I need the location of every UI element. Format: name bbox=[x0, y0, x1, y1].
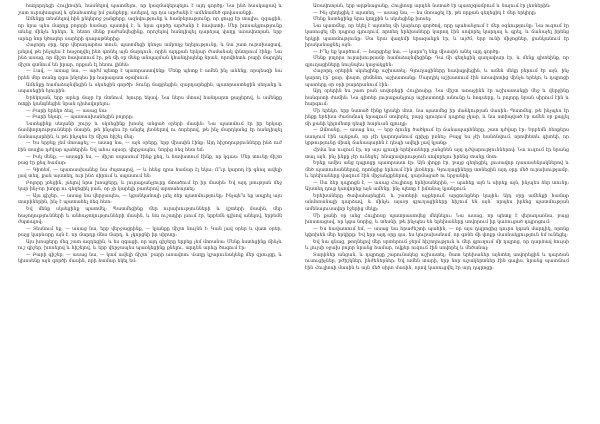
paragraph: Մի երեկո, երբ նստած էինք կրակի մոտ, նա պատմեց իր մանկության մասին: Պատմեց, թե ինչպես էր ինքը երեխա ժամանակ երազում սովորել, բայց գյուղում դպրոց չկար, և նա ստիպված էր ամեն օր քայլել մի քանի կիլոմետր դեպի հարևան գյուղը: bbox=[305, 108, 569, 127]
paragraph: — Տեսնում եք, — ասաց նա, երբ վերջացրինք, — կյանքը միշտ նույնն է: Կան լավ օրեր և վատ օրեր, բայց կարևորը այն է, որ մարդը մնա մարդ, և չկորցնի իր սիրտը: bbox=[18, 226, 282, 239]
paragraph: Նա պատմեց, որ եկել է այստեղ մի կարևոր գործով, որը պահանջում է մեր օգնությունը: Նա ուզում էր կառուցել մի դպրոց գյուղում, որտեղ երեխաները կարող էին սովորել կարդալ և գրել, և ճանաչել իրենց երկրի պատմությունը: Սա նրա վաղեմի երազանքն էր, և այժմ, երբ ունի միջոցներ, ցանկանում էր իրականացնել այն: bbox=[305, 23, 569, 49]
paragraph: Մի քանի օր անց Հուլիոսը պատրաստվեց մեկնելու: Նա ասաց, որ պետք է վերադառնա, բայց խոստացավ, որ կգա նորից, և տեսնի, թե ինչպես են երեխաները սովորում իր կառուցած դպրոցում: bbox=[305, 213, 569, 226]
paragraph: — Բարի գիշեր, — ասաց նա, — կամ ավելի ճիշտ՝ բարի առավոտ: Վաղը կշարունակենք մեր զրույցը, և կխոսենք այն գործի մասին, որի համար եկել եմ: bbox=[18, 252, 282, 265]
paragraph: Այս խոսքերը մեզ շատ ազդեցին, և ես զգացի, որ այդ գիշերը երբեք չեմ մոռանա: Մենք նստեցինք մինչև ուշ գիշեր, խոսելով և հիշելով, և երբ վերջապես պառկեցինք քնելու, արդեն արևը ծագում էր: bbox=[18, 239, 282, 252]
paragraph: Հաջորդ օրը, երբ վերադարձա տուն, պատմեցի կնոջս ամբողջ եղելությունը, և նա շատ ուրախացավ, լսելով թե ինչպես է հաջողվել ինձ գտնել այն մարդուն, որին այդքան երկար ժամանակ փնտրում էինք: Նա ինձ ասաց, որ միշտ հավատում էր, թե մի օր մենք անպայման կհանդիպենք նրան, որովհետև բարի մարդիկ միշտ գտնում են իրար, որքան էլ հեռու լինեն: bbox=[18, 43, 282, 68]
paragraph: — Ի՞նչ եք կարծում, — հարցրեց նա, — կարո՞ղ ենք միասին անել այդ գործը: bbox=[313, 49, 501, 55]
paragraph: Բոլորը լռեցին, լսելով նրա խոսքերը, և յուրաքանչյուրը մտածում էր իր մասին: Եվ այդ լռության մեջ կար ինչ-որ խորը ու գեղեցիկ բան, որ չի կարելի բառերով արտահայտել: bbox=[18, 180, 282, 193]
paragraph: Երեք ամիս անց դպրոցը պատրաստ էր: Այն փոքր էր, բայց գեղեցիկ, լուսավոր դասասենյակներով և մեծ պատուհաններով, որոնցից երևում էին լեռները: Գյուղացիները տոնեցին այդ օրը մեծ ուրախությամբ, և երեխաները վազում էին միջանցքներով, զարմացած ու երջանիկ: bbox=[305, 161, 569, 180]
text-column-left bbox=[18, 4, 282, 424]
paragraph: Մենք նստեցինք նրա կողքին և սկսեցինք խոսել: bbox=[313, 17, 432, 23]
paragraph: Տարիներ անցան, և դպրոցը շարունակեց աշխատել: Շատ երեխաներ այնտեղ սովորեցին և դարձան ուսուցիչներ, բժիշկներ, ինժեներներ: Եվ ամեն տարի, երբ նոր աշակերտներ էին գալիս, նրանց պատմում էին Հուլիոսի մասին և այն մեծ սիրո մասին, որով կառուցվել էր այդ դպրոցը: bbox=[305, 252, 569, 271]
paragraph: Երեխաները ծափահարեցին, և շատերի աչքերում արցունքներ կային: Այդ օրը ամենքի համար անմոռանալի դարձավ, և մինչև այսօր գյուղացիները հիշում են այն՝ որպես իրենց պատմության ամենալուսավոր էջերից մեկը: bbox=[305, 193, 569, 212]
paragraph: — Այս գիշեր, — ասաց նա վերջապես, — կցանկանայի լսել ձեր պատմությունը: Ինչպե՞ս եք ապրել այս տարիներին, ինչ է պատահել ձեզ հետ: bbox=[18, 193, 282, 206]
paragraph: — Ես հավատում եմ, — ասաց նա հրաժեշտի պահին, — որ այս դպրոցից դուրս կգան մարդիկ, որոնք կփոխեն մեր երկիրը: Եվ երբ այդ օրը գա, ես կուրախանամ, որ գոնե մի փոքր մասնակցություն եմ ունեցել: bbox=[305, 226, 569, 239]
paragraph: Եվ նա գնաց, թողնելով մեր սրտերում ջերմ հիշողություն և մեր գյուղում մի դպրոց, որ դարձավ հույսի և լույսի օջախ բոլոր նրանց համար, ովքեր ուզում էին սովորել և մեծանալ: bbox=[305, 239, 569, 252]
paragraph: Առավոտյան, երբ արթնացանք, Հուլիոսը արդեն նստած էր պատշգամբում և նայում էր լեռներին: bbox=[313, 4, 551, 9]
paragraph: — Իսկ մենք, — ասացի ես, — միշտ սպասում էինք քեզ, և հավատում էինք, որ կգաս: Մեր տունը միշտ բաց էր քեզ համար: bbox=[18, 154, 282, 167]
paragraph: — Բարի երեկո ձեզ, — ասաց նա: bbox=[26, 108, 108, 114]
paragraph: — Ինչ գեղեցիկ է այստեղ, — ասաց նա, — ես մոռացել էի, թե որքան գեղեցիկ է մեր երկիրը: bbox=[313, 10, 537, 16]
paragraph: — Բարի եկար, — պատասխանեցին բոլորը: bbox=[26, 115, 134, 121]
paragraph: — Ես երբեք չեմ մոռացել, — ասաց նա, — այն օրերը, երբ միասին էինք: Այդ հիշողությունները ինձ ուժ էին տալիս դժվար պահերին: Եվ ահա այսօր, վերջապես, նորից ձեզ հետ եմ: bbox=[18, 141, 282, 154]
paragraph: Մենք բոլորս ուրախությամբ համաձայնվեցինք: Դա մի գեղեցիկ գաղափար էր, և մենք գիտեինք, որ գյուղացիները նույնպես կաջակցեն: bbox=[305, 56, 569, 68]
paragraph: Այդ օրերին ես շատ բան սովորեցի Հուլիոսից: Նա միշտ առաջինն էր աշխատանքի մեջ և վերջինը հանգստի ժամին: Նա գիտեր յուրաքանչյուր աշխատողի անունը և հոգսերը, և բոլորը նրան սիրում էին և հարգում: bbox=[305, 89, 569, 108]
paragraph: Հիմա նա ուզում էր, որ այս գյուղի երեխաները չանցնեն այդ դժվարություններով: Նա ուզում էր նրանց տալ այն, ինչ ինքը չէր ունեցել՝ հնարավորություն սովորելու իրենց տանը մոտ: bbox=[305, 148, 569, 160]
paragraph: Նստեցինք սեղանի շուրջ և սկսեցինք խոսել անցած օրերի մասին: Նա պատմում էր իր երկար ճամփորդությունների մասին, թե ինչպես էր անցել լեռներով ու ձորերով, թե ինչ մարդկանց էր հանդիպել ճանապարհին, և թե ինչպես էր միշտ հիշել մեզ: bbox=[18, 121, 282, 140]
paragraph: Ամենքը տեսնելով հին ընկերոջ ջանքերը, ազնվությունը և համբերությունը, որ ցույց էր տալիս, զգացին, որ նրա պես մարդը բոլորի համար պատիվ է, և նրա գործը արժանի է հավատի: Մեր խոսակցությունը տևեց մինչև երեկո, և հետո մենք բաժանվեցինք, որոշելով հանդիպել դարձյալ վաղը առավոտյան, երբ արևը նոր կծագեր սարերի գագաթներից: bbox=[18, 17, 282, 42]
text-column-right bbox=[305, 4, 569, 424]
paragraph: Հաջորդ օրերին սկսեցինք աշխատել: Գյուղացիները հավաքվեցին, և ամեն մեկը բերում էր այն, ինչ կարող էր՝ քար, փայտ, ցեմենտ, աշխատանք: Մարդիկ աշխատում էին առավոտից մինչև երեկո, և դպրոցի պատերը օր օրի բարձրանում էին: bbox=[305, 69, 569, 88]
paragraph: — Սա ձեր դպրոցն է, — ասաց Հուլիոսը երեխաներին, — պահեք այն և սիրեք այն, ինչպես ձեր տունը: Այստեղ դուք կսովորեք այն ամենը, ինչ պետք է իմանալ կյանքում: bbox=[305, 180, 569, 193]
paragraph: — Ձմռանը, — ասաց նա, — երբ ձյունը ծածկում էր ճանապարհները, շատ դժվար էր: Երբեմն ձեռքերս սառչում էին այնքան, որ չէի կարողանում գրիչը բռնել: Բայց ես չէի հանձնվում, որովհետև գիտեի, որ կրթությունը միակ ճանապարհն է դեպի ավելի լավ կյանք: bbox=[305, 128, 569, 147]
paragraph: հաղորդեցի Հուլիոսին, հասնելով պատմելու, որ կազմակերպելու է այդ գործը: Նա ինձ հասկացավ և շատ ուրախացավ և գնահատեց իմ ջանքերը, ասելով, որ դա արժանի է ամենամեծ գովասանքի: bbox=[18, 4, 282, 16]
paragraph: — Լավ, — ասաց նա, — այժմ պետք է պատրաստվենք: Մենք պետք է ամեն ինչ անենք, որպեսզի նա իրեն մեր տանը զգա ինչպես իր հարազատ օջախում: bbox=[18, 69, 282, 82]
paragraph: Ամենքը համաձայնվեցին և սկսեցին գործի: Տունը մաքրեցին, զարդարեցին, պատրաստեցին սեղանը և սպասեցին հյուրին: bbox=[18, 82, 282, 95]
paragraph: Երեկոյան, երբ արևը մայր էր մտնում, հյուրը եկավ: Նա ներս մտավ հանդարտ քայլերով, և ամենքը ոտքի կանգնեցին նրան դիմավորելու: bbox=[18, 95, 282, 108]
paragraph: Եվ մենք սկսեցինք պատմել: Պատմեցինք մեր ուրախությունների և վշտերի մասին, մեր հաջողությունների և անհաջողությունների մասին, և նա ուշադիր լսում էր, երբեմն գլխով անելով, երբեմն ժպտալով: bbox=[18, 206, 282, 226]
paragraph: — Գիտեմ, — պատասխանեց նա ժպտալով, — և հենց դրա համար էլ եկա: Ո՞ւր կարող էի գնալ ավելի լավ տեղ, քան այստեղ, ուր ինձ սիրում և սպասում են: bbox=[18, 167, 282, 180]
